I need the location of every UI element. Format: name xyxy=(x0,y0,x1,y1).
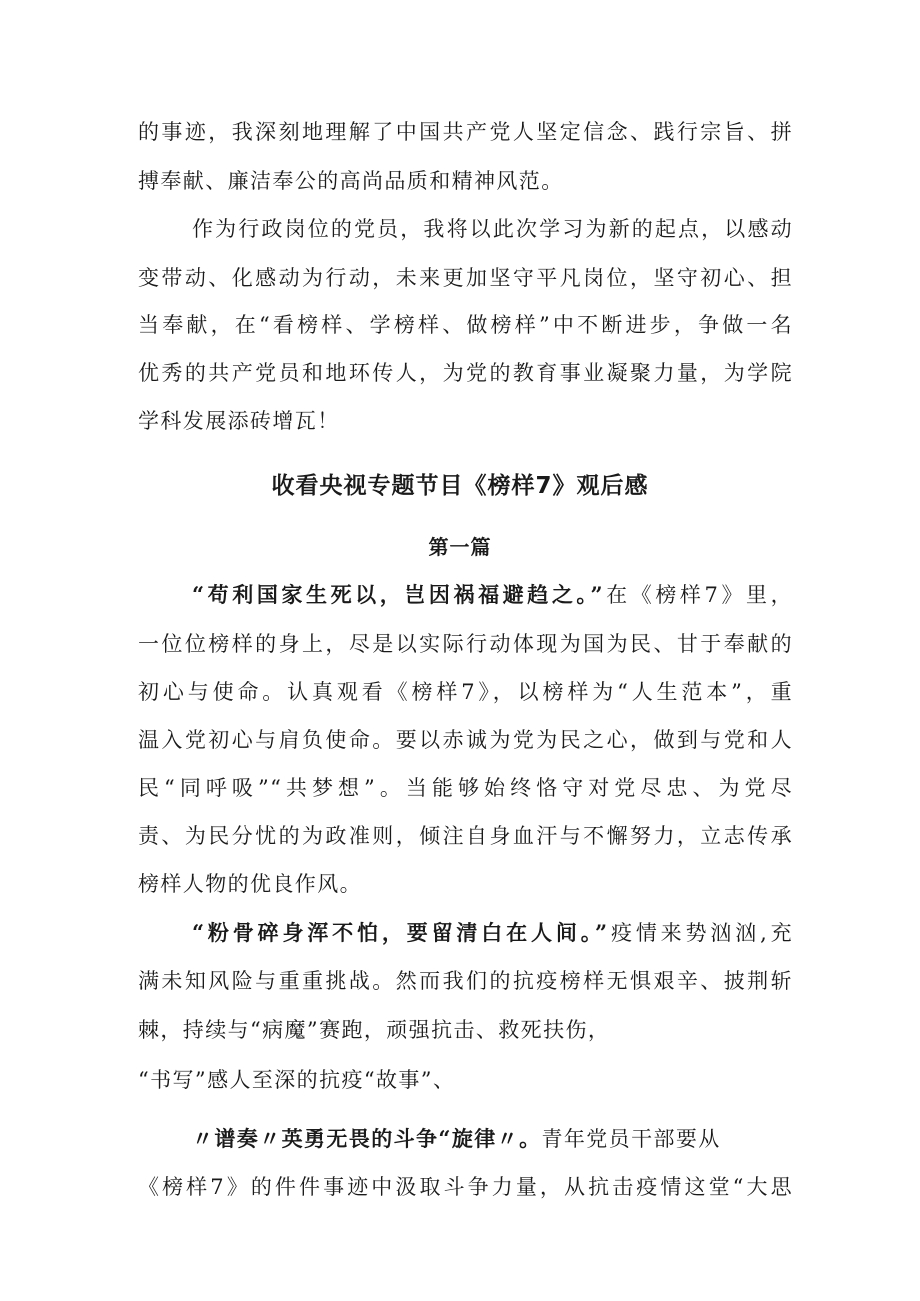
bold-quote: “苟利国家生死以，岂因祸福避趋之。” xyxy=(192,582,604,607)
text-line: 搏奉献、廉洁奉公的高尚品质和精神风范。 xyxy=(138,169,564,193)
bold-quote: 〃谱奏〃英勇无畏的斗争“旋律〃。 xyxy=(192,1126,542,1151)
text-line: 一位位榜样的身上，尽是以实际行动体现为国为民、甘于奉献的 xyxy=(138,632,793,656)
text-line: 变带动、化感动为行动，未来更加坚守平凡岗位，坚守初心、担 xyxy=(138,266,793,290)
article-title: 收看央视专题节目《榜样7》观后感 xyxy=(271,473,649,499)
text-line: 作为行政岗位的党员，我将以此次学习为新的起点，以感动 xyxy=(192,217,793,241)
text-line: 初心与使命。认真观看《榜样7》，以榜样为“人生范本”，重 xyxy=(138,680,793,704)
text-line: “书写”感人至深的抗疫“故事”、 xyxy=(138,1068,456,1092)
text-line: 温入党初心与肩负使命。要以赤诚为党为民之心，做到与党和人 xyxy=(138,728,793,752)
text-line: 棘，持续与“病魔”赛跑，顽强抗击、救死扶伤， xyxy=(138,1018,611,1042)
paragraph-first-line xyxy=(192,1125,793,1153)
section-title: 第一篇 xyxy=(428,535,492,559)
text-line: 学科发展添砖增瓦！ xyxy=(138,409,340,433)
text-line: 责、为民分忧的为政准则，倾注自身血汗与不懈努力，立志传承 xyxy=(138,824,793,848)
text-line: 民“同呼吸”“共梦想”。当能够始终恪守对党尽忠、为党尽 xyxy=(138,776,793,800)
paragraph-first-line xyxy=(192,581,793,609)
bold-quote: “粉骨碎身浑不怕，要留清白在人间。” xyxy=(192,920,609,945)
text-line: 的事迹，我深刻地理解了中国共产党人坚定信念、践行宗旨、拼 xyxy=(138,120,793,144)
text-line: 榜样人物的优良作风。 xyxy=(138,872,362,896)
text-line: 当奉献，在“看榜样、学榜样、做榜样”中不断进步，争做一名 xyxy=(138,313,793,337)
text-span: 青年党员干部要从 xyxy=(541,1127,721,1151)
paragraph-first-line xyxy=(192,919,793,947)
text-line: 优秀的共产党员和地环传人，为党的教育事业凝聚力量，为学院 xyxy=(138,361,793,385)
text-line: 满未知风险与重重挑战。然而我们的抗疫榜样无惧艰辛、披荆斩 xyxy=(138,969,793,993)
text-span: 在《榜样7》里， xyxy=(603,583,794,607)
text-line: 《榜样7》的件件事迹中汲取斗争力量，从抗击疫情这堂“大思 xyxy=(138,1175,793,1199)
text-span: 疫情来势汹汹,充 xyxy=(608,921,794,945)
